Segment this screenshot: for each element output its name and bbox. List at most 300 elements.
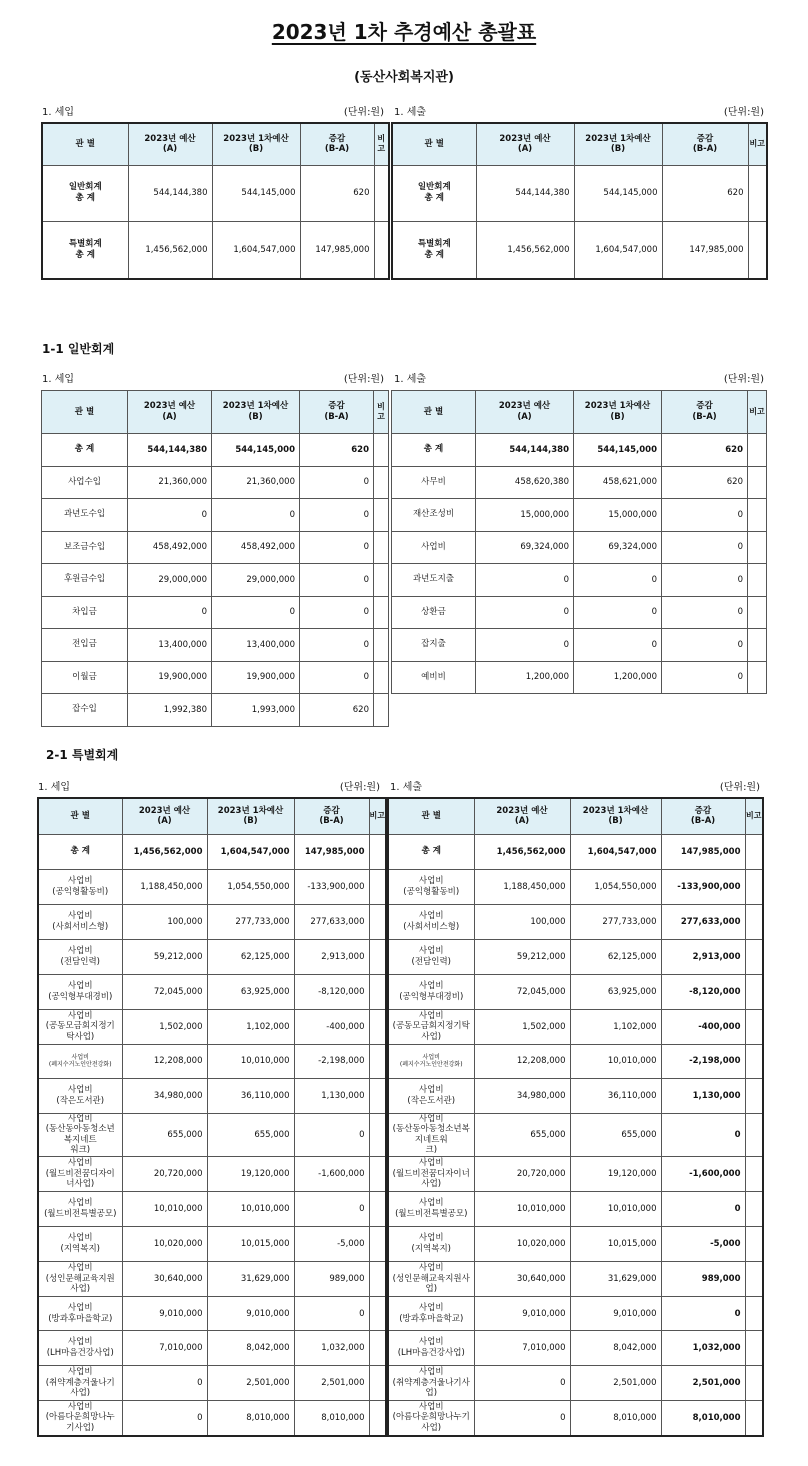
row-diff: 0 (294, 1192, 369, 1227)
row-name-text: 잡수입 (72, 704, 97, 715)
row-name (388, 1297, 474, 1331)
header-prev-sub: (A) (517, 412, 532, 422)
row-prev: 30,640,000 (122, 1262, 207, 1297)
row-note (369, 1262, 386, 1297)
table-row (42, 499, 389, 532)
row-cur: 1,102,000 (207, 1009, 294, 1044)
row-diff: -133,900,000 (294, 869, 369, 904)
row-cur: 544,145,000 (212, 434, 300, 467)
row-name (42, 466, 128, 499)
row-name-line: 크) (425, 1145, 438, 1156)
row-name-line: (폐지수거노인안전강화) (48, 1061, 112, 1068)
row-diff: 1,130,000 (661, 1078, 745, 1113)
special-expense-table (387, 797, 764, 1437)
row-note (745, 904, 763, 939)
row-diff: 2,501,000 (661, 1366, 745, 1401)
row-cur: 458,492,000 (212, 531, 300, 564)
row-diff: 0 (300, 531, 374, 564)
table-row (392, 434, 767, 467)
table-row (42, 434, 389, 467)
header-prev-sub: (A) (157, 816, 172, 827)
row-prev: 15,000,000 (476, 499, 574, 532)
header-cur (212, 123, 300, 165)
row-note (748, 165, 767, 221)
row-cur: 0 (212, 596, 300, 629)
row-cur: 277,733,000 (570, 904, 661, 939)
row-diff: 0 (294, 1113, 369, 1157)
row-note (369, 1009, 386, 1044)
header-diff (300, 391, 374, 434)
table-row (388, 1113, 763, 1157)
row-prev: 9,010,000 (474, 1297, 570, 1331)
row-name-line: 사업비 (418, 945, 444, 956)
row-name-line: 일반회계 (417, 182, 451, 193)
header-note: 비고 (374, 123, 389, 165)
header-diff (662, 391, 748, 434)
row-prev: 655,000 (474, 1113, 570, 1157)
row-prev: 12,208,000 (474, 1044, 570, 1078)
header-diff (300, 123, 374, 165)
row-diff: -400,000 (294, 1009, 369, 1044)
row-name-line: (지역복지) (60, 1244, 100, 1254)
row-diff: 0 (661, 1113, 745, 1157)
row-cur: 8,010,000 (570, 1401, 661, 1436)
table-row (392, 466, 767, 499)
header-prev-sub: (A) (162, 144, 178, 155)
row-cur: 9,010,000 (207, 1297, 294, 1331)
table-row (388, 834, 763, 869)
row-name (392, 466, 476, 499)
table-row (38, 1044, 386, 1078)
row-cur: 10,010,000 (207, 1044, 294, 1078)
row-cur: 15,000,000 (574, 499, 662, 532)
row-cur: 1,054,550,000 (570, 869, 661, 904)
row-name (388, 1044, 474, 1078)
row-prev: 10,010,000 (122, 1192, 207, 1227)
row-diff: 147,985,000 (300, 221, 374, 279)
row-name-line: 사업비 (67, 1233, 93, 1244)
header-note: 비고 (374, 391, 389, 434)
row-prev: 20,720,000 (122, 1157, 207, 1192)
row-name-line: (성인문해교육지원사업) (45, 1273, 115, 1295)
row-prev: 1,992,380 (128, 694, 212, 727)
header-prev-sub: (A) (162, 412, 177, 422)
row-note (745, 974, 763, 1009)
row-note (748, 221, 767, 279)
row-name-text: 과년도지출 (412, 574, 455, 585)
row-name-line: 사업비 (67, 945, 93, 956)
row-note (748, 434, 767, 467)
row-name-line: (동산동아동청소년복지네트 (45, 1124, 115, 1145)
row-name (392, 661, 476, 694)
row-diff: 8,010,000 (294, 1401, 369, 1436)
table-row (38, 1366, 386, 1401)
row-name-line: (사회서비스형) (52, 921, 109, 932)
row-diff: 620 (662, 165, 748, 221)
row-diff: -2,198,000 (661, 1044, 745, 1078)
header-prev-sub: (A) (517, 144, 533, 155)
row-note (374, 466, 389, 499)
row-note (369, 1331, 386, 1366)
general-expense-unit: (단위:원) (723, 374, 764, 385)
row-note (745, 1366, 763, 1401)
table-row (388, 974, 763, 1009)
row-name (38, 1401, 122, 1436)
row-prev: 458,492,000 (128, 531, 212, 564)
row-note (748, 564, 767, 597)
table-row (38, 834, 386, 869)
row-diff: 0 (662, 499, 748, 532)
row-cur: 19,900,000 (212, 661, 300, 694)
row-diff: -1,600,000 (661, 1157, 745, 1192)
special-income-label: 1. 세입 (38, 782, 71, 793)
row-name (38, 1262, 122, 1297)
row-note (369, 1078, 386, 1113)
row-name-text: 후원금수입 (63, 574, 106, 585)
general-expense-label: 1. 세출 (394, 374, 427, 385)
table-row (42, 221, 389, 279)
header-name: 관 별 (42, 123, 128, 165)
table-row (388, 939, 763, 974)
table-row (38, 1297, 386, 1331)
row-note (374, 434, 389, 467)
row-diff: -400,000 (661, 1009, 745, 1044)
header-cur-label: 2023년 1차예산 (582, 805, 649, 816)
row-name-text: 총 계 (421, 846, 441, 857)
row-name (38, 1078, 122, 1113)
row-name (42, 221, 128, 279)
header-prev-sub: (A) (514, 816, 530, 827)
header-prev-label: 2023년 예산 (499, 133, 551, 144)
row-prev: 69,324,000 (476, 531, 574, 564)
row-note (374, 629, 389, 662)
row-name (392, 596, 476, 629)
row-cur: 10,010,000 (570, 1192, 661, 1227)
row-name-line: (사회서비스형) (403, 921, 460, 932)
special-income-table (37, 797, 387, 1437)
row-name-line: 사업비 (418, 1233, 444, 1244)
row-name-line: (월드비전특별공모) (44, 1209, 117, 1219)
row-prev: 1,502,000 (474, 1009, 570, 1044)
row-name-line: (공동모금회지정기탁사업) (45, 1021, 115, 1042)
table-row (42, 165, 389, 221)
row-diff: -5,000 (294, 1227, 369, 1262)
row-name-line: (아름다운희망나누기사업) (392, 1412, 470, 1434)
row-prev: 1,188,450,000 (474, 869, 570, 904)
row-name-line: (아름다운희망나누기사업) (45, 1412, 115, 1434)
row-diff: 0 (662, 564, 748, 597)
row-name-line: (LH마음건강사업) (46, 1348, 114, 1358)
table-row (388, 1227, 763, 1262)
row-prev: 0 (476, 564, 574, 597)
header-cur-sub: (B) (610, 144, 626, 155)
row-note (374, 165, 389, 221)
row-diff: 0 (300, 661, 374, 694)
row-name-line: 사업비 (418, 910, 444, 921)
header-cur (570, 798, 661, 834)
row-prev: 12,208,000 (122, 1044, 207, 1078)
row-cur: 10,015,000 (570, 1227, 661, 1262)
table-row (388, 1078, 763, 1113)
row-name (392, 434, 476, 467)
row-cur: 1,054,550,000 (207, 869, 294, 904)
table-row (38, 1157, 386, 1192)
row-cur: 1,604,547,000 (574, 221, 662, 279)
row-name-line: 일반회계 (68, 182, 102, 193)
row-name (38, 1009, 122, 1044)
row-name-line: (성인문해교육지원사업) (392, 1273, 470, 1295)
row-name-line: (전담인력) (411, 956, 451, 967)
table-row (38, 869, 386, 904)
header-name: 관 별 (38, 798, 122, 834)
row-prev: 1,502,000 (122, 1009, 207, 1044)
row-diff: 1,032,000 (661, 1331, 745, 1366)
table-row (42, 531, 389, 564)
row-cur: 0 (574, 629, 662, 662)
row-note (745, 1157, 763, 1192)
row-name (388, 1009, 474, 1044)
row-note (745, 1113, 763, 1157)
table-row (388, 1331, 763, 1366)
header-cur-label: 2023년 1차예산 (217, 805, 284, 816)
row-name-line: 사업비 (418, 1337, 444, 1348)
row-cur: 36,110,000 (207, 1078, 294, 1113)
row-diff: 1,130,000 (294, 1078, 369, 1113)
row-name (388, 869, 474, 904)
row-cur: 19,120,000 (570, 1157, 661, 1192)
row-cur: 1,604,547,000 (207, 834, 294, 869)
row-name-line: 사업비 (67, 910, 93, 921)
row-prev: 1,456,562,000 (476, 221, 574, 279)
row-note (374, 661, 389, 694)
row-prev: 20,720,000 (474, 1157, 570, 1192)
row-note (745, 1044, 763, 1078)
row-diff: 1,032,000 (294, 1331, 369, 1366)
row-note (369, 1113, 386, 1157)
row-name (42, 564, 128, 597)
row-note (748, 629, 767, 662)
row-prev: 10,020,000 (474, 1227, 570, 1262)
row-cur: 544,145,000 (574, 165, 662, 221)
row-cur: 1,604,547,000 (570, 834, 661, 869)
header-prev (128, 123, 212, 165)
row-prev: 1,456,562,000 (122, 834, 207, 869)
row-note (745, 834, 763, 869)
header-diff-label: 증감 (696, 133, 714, 144)
row-note (748, 596, 767, 629)
row-cur: 36,110,000 (570, 1078, 661, 1113)
row-name-line: 총 계 (424, 193, 444, 203)
row-diff: 620 (300, 434, 374, 467)
row-name (38, 1157, 122, 1192)
row-name (42, 499, 128, 532)
row-diff: -8,120,000 (294, 974, 369, 1009)
header-name: 관 별 (42, 391, 128, 434)
row-cur: 458,621,000 (574, 466, 662, 499)
header-name: 관 별 (392, 123, 476, 165)
header-prev (476, 123, 574, 165)
table-header-row (392, 123, 767, 165)
row-diff: 989,000 (294, 1262, 369, 1297)
row-name (388, 939, 474, 974)
header-prev (474, 798, 570, 834)
header-name: 관 별 (388, 798, 474, 834)
row-name-line: 사업비 (67, 1263, 93, 1274)
header-cur-label: 2023년 1차예산 (585, 133, 651, 144)
row-note (745, 1078, 763, 1113)
row-name-text: 사업수입 (68, 476, 101, 487)
row-diff: 8,010,000 (661, 1401, 745, 1436)
row-name-line: (공익형활동비) (52, 886, 109, 897)
table-row (388, 1157, 763, 1192)
row-note (745, 1227, 763, 1262)
row-prev: 34,980,000 (122, 1078, 207, 1113)
row-diff: 0 (300, 629, 374, 662)
row-name-text: 차입금 (72, 606, 97, 617)
table-row (42, 596, 389, 629)
row-prev: 21,360,000 (128, 466, 212, 499)
header-diff-label: 증감 (694, 805, 712, 816)
header-cur (574, 123, 662, 165)
organization-name: (동산사회복지관) (354, 70, 454, 85)
row-name-line: 사업비 (67, 1084, 93, 1095)
row-name-line: 총 계 (75, 193, 95, 203)
header-cur-sub: (B) (248, 412, 263, 422)
row-prev: 544,144,380 (476, 165, 574, 221)
row-name-line: 사업비 (418, 980, 444, 991)
row-diff: 0 (300, 499, 374, 532)
table-row (38, 939, 386, 974)
row-name (392, 499, 476, 532)
row-prev: 1,456,562,000 (474, 834, 570, 869)
row-name-line: 사업비 (418, 1198, 444, 1209)
special-expense-unit: (단위:원) (719, 782, 760, 793)
row-cur: 63,925,000 (207, 974, 294, 1009)
row-name (38, 1044, 122, 1078)
header-prev-label: 2023년 예산 (498, 401, 551, 412)
summary-income-table (41, 122, 390, 280)
row-cur: 10,015,000 (207, 1227, 294, 1262)
table-row (38, 1192, 386, 1227)
row-prev: 9,010,000 (122, 1297, 207, 1331)
row-cur: 1,200,000 (574, 661, 662, 694)
row-note (369, 904, 386, 939)
row-diff: 2,913,000 (661, 939, 745, 974)
table-row (42, 661, 389, 694)
row-prev: 19,900,000 (128, 661, 212, 694)
row-name-line: 사업비 (418, 1010, 444, 1021)
row-diff: 147,985,000 (294, 834, 369, 869)
row-note (745, 1401, 763, 1436)
row-diff: -1,600,000 (294, 1157, 369, 1192)
row-prev: 0 (476, 629, 574, 662)
row-cur: 655,000 (207, 1113, 294, 1157)
row-note (745, 1297, 763, 1331)
row-cur: 544,145,000 (574, 434, 662, 467)
row-name-line: 사업비 (418, 1401, 444, 1412)
row-note (745, 1009, 763, 1044)
table-row (392, 221, 767, 279)
row-name-line: 사업비 (418, 1084, 444, 1095)
row-cur: 2,501,000 (207, 1366, 294, 1401)
row-diff: 0 (661, 1297, 745, 1331)
row-name-line: (폐지수거노인안전강화) (399, 1061, 463, 1068)
row-name-line: 사업비 (67, 1401, 93, 1412)
row-diff: 0 (662, 596, 748, 629)
table-header-row (388, 798, 763, 834)
row-name-line: 사업비 (418, 875, 444, 886)
row-note (374, 694, 389, 727)
row-diff: 0 (661, 1192, 745, 1227)
special-income-unit: (단위:원) (339, 782, 380, 793)
row-prev: 544,144,380 (476, 434, 574, 467)
row-name-line: 특별회계 (417, 239, 451, 250)
header-note: 비고 (369, 798, 386, 834)
row-diff: 989,000 (661, 1262, 745, 1297)
header-prev (128, 391, 212, 434)
row-note (369, 834, 386, 869)
header-diff (661, 798, 745, 834)
row-name (42, 531, 128, 564)
row-name (392, 564, 476, 597)
table-row (38, 1009, 386, 1044)
row-name (38, 1192, 122, 1227)
table-row (392, 499, 767, 532)
row-name-text: 예비비 (421, 671, 446, 682)
row-name-line: 사업비 (67, 1113, 93, 1124)
row-diff: 620 (662, 466, 748, 499)
row-prev: 13,400,000 (128, 629, 212, 662)
row-diff: 277,633,000 (661, 904, 745, 939)
row-name (392, 531, 476, 564)
table-header-row (392, 391, 767, 434)
row-name-line: 총 계 (75, 249, 95, 260)
row-note (369, 1401, 386, 1436)
row-cur: 0 (574, 596, 662, 629)
row-name-line: (월드비전꿈디자이너사업) (392, 1168, 470, 1190)
row-diff: 2,501,000 (294, 1366, 369, 1401)
row-cur: 544,145,000 (212, 165, 300, 221)
row-name-line: (취약계층겨울나기사업) (45, 1377, 115, 1399)
row-note (748, 531, 767, 564)
row-name-line: 사업비 (418, 1158, 444, 1169)
row-note (374, 564, 389, 597)
row-name-line: (월드비전특별공모) (395, 1209, 468, 1219)
row-name (38, 869, 122, 904)
table-row (392, 629, 767, 662)
page-title (0, 16, 808, 45)
header-diff-sub: (B-A) (690, 816, 716, 827)
row-name-line: (공익형활동비) (403, 886, 460, 897)
row-name (388, 1366, 474, 1401)
row-prev: 0 (474, 1401, 570, 1436)
row-cur: 13,400,000 (212, 629, 300, 662)
row-name (392, 165, 476, 221)
row-name-line: 사업비 (71, 1053, 89, 1061)
header-diff-sub: (B-A) (692, 144, 718, 155)
row-name-text: 재산조성비 (412, 509, 455, 520)
row-note (369, 974, 386, 1009)
row-name-line: 사업비 (422, 1053, 440, 1061)
row-prev: 59,212,000 (122, 939, 207, 974)
row-cur: 0 (574, 564, 662, 597)
row-name (388, 1262, 474, 1297)
row-name-line: 사업비 (67, 1337, 93, 1348)
header-diff-label: 증감 (328, 133, 346, 144)
table-row (392, 165, 767, 221)
row-name (392, 629, 476, 662)
row-prev: 0 (122, 1401, 207, 1436)
